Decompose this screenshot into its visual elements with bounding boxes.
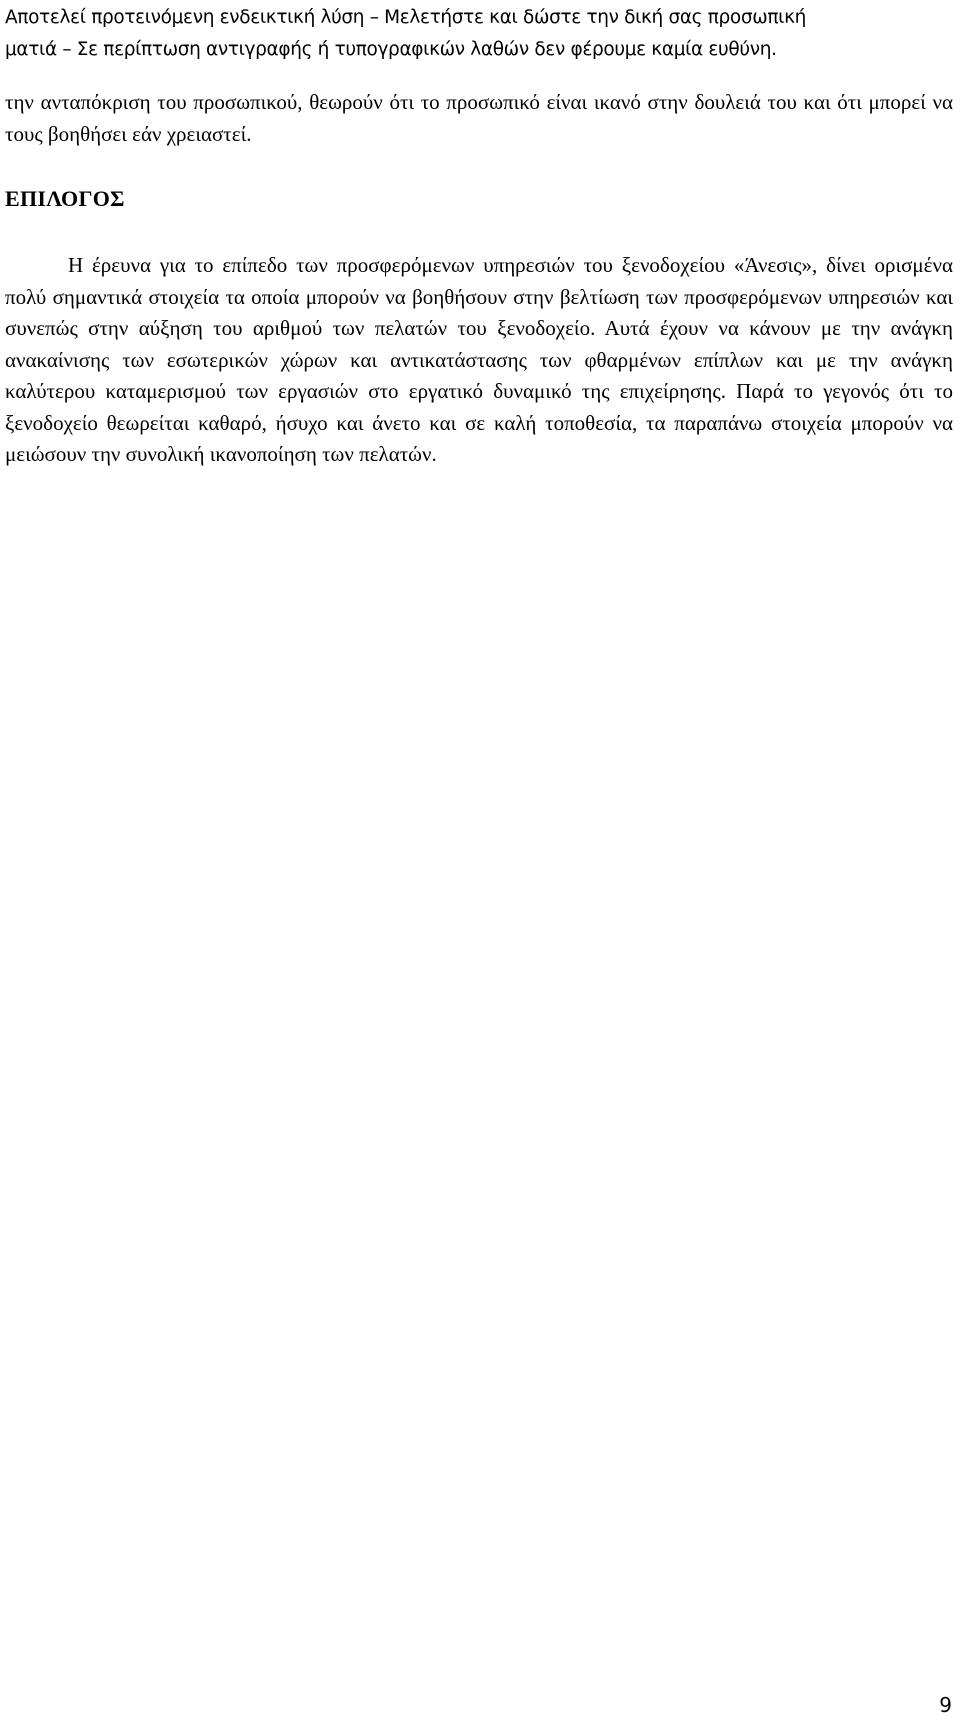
disclaimer-header xyxy=(5,2,950,66)
conclusion-paragraph: Η έρευνα για το επίπεδο των προσφερόμενων υπηρεσιών του ξενοδοχείου «Άνεσις», δίνει ορισμένα πολύ σημαντικά στοιχεία τα οποία μπορούν να βοηθήσουν στην βελτίωση των προσφερόμενων υπηρεσιών και συνεπώς στην αύξηση του αριθμού των πελατών του ξενοδοχείο. Αυτά έχουν να κάνουν με την ανάγκη ανακαίνισης των εσωτερικών χώρων και αντικατάστασης των φθαρμένων επίπλων και με την ανάγκη καλύτερου καταμερισμού των εργασιών στο εργατικό δυναμικό της επιχείρησης. Παρά το γεγονός ότι το ξενοδοχείο θεωρείται καθαρό, ήσυχο και άνετο και σε καλή τοποθεσία, τα παραπάνω στοιχεία μπορούν να μειώσουν την συνολική ικανοποίηση των πελατών. xyxy=(5,253,953,466)
continued-paragraph: την ανταπόκριση του προσωπικού, θεωρούν ότι το προσωπικό είναι ικανό στην δουλειά του και ότι μπορεί να τους βοηθήσει εάν χρειαστεί. xyxy=(5,90,953,146)
disclaimer-line-1: Αποτελεί προτεινόμενη ενδεικτική λύση – Μελετήστε και δώστε την δική σας προσωπική xyxy=(5,7,807,28)
section-heading: ΕΠΙΛΟΓΟΣ xyxy=(5,186,125,211)
disclaimer-line-2: ματιά – Σε περίπτωση αντιγραφής ή τυπογραφικών λαθών δεν φέρουμε καμία ευθύνη. xyxy=(5,39,777,60)
page-number: 9 xyxy=(939,1693,952,1717)
